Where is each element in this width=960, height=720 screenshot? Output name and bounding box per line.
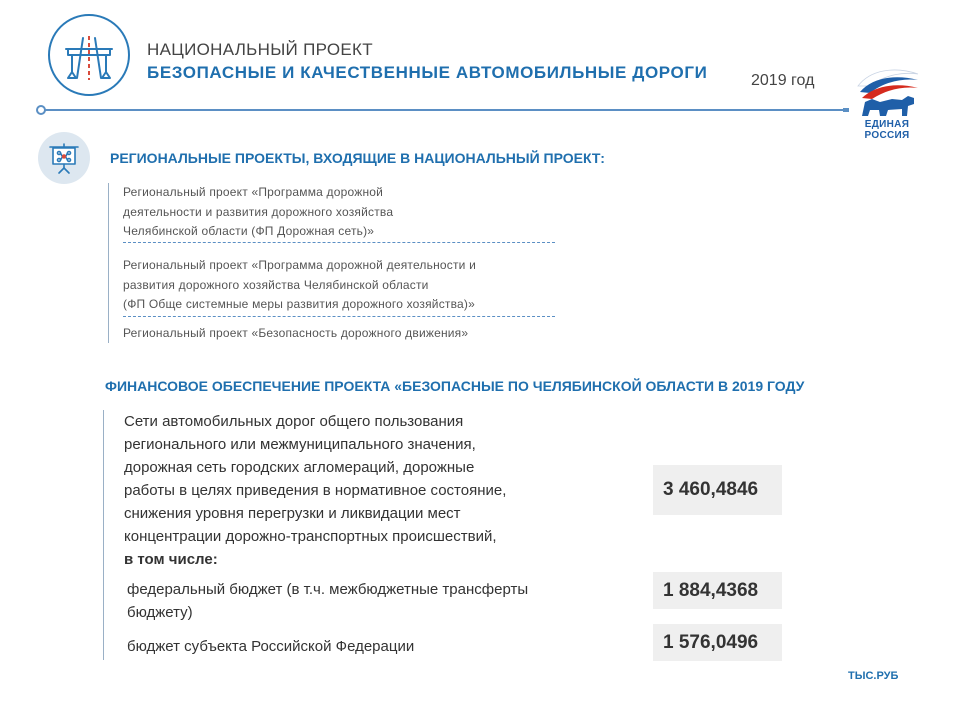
project-line: (ФП Обще системные меры развития дорожного хозяйства)» [123, 297, 475, 311]
item-divider [123, 242, 555, 243]
finance-row-federal [127, 578, 528, 624]
finance-line: Сети автомобильных дорог общего пользования [124, 413, 464, 430]
project-line: Челябинской области (ФП Дорожная сеть)» [123, 224, 375, 238]
finance-line: концентрации дорожно-транспортных происшествий, [124, 528, 497, 545]
presentation-board-icon [38, 132, 90, 184]
project-line: Региональный проект «Программа дорожной [123, 185, 384, 199]
finance-value-total: 3 460,4846 [653, 465, 782, 515]
regional-projects-bar [108, 183, 109, 343]
units-label: ТЫС.РУБ [848, 670, 899, 682]
finance-heading: ФИНАНСОВОЕ ОБЕСПЕЧЕНИЕ ПРОЕКТА «БЕЗОПАСНЫЕ ПО ЧЕЛЯБИНСКОЙ ОБЛАСТИ В 2019 ГОДУ [105, 378, 805, 394]
page-title-line2: БЕЗОПАСНЫЕ И КАЧЕСТВЕННЫЕ АВТОМОБИЛЬНЫЕ ДОРОГИ [147, 63, 708, 82]
road-highway-icon [48, 14, 130, 96]
finance-line: бюджету) [127, 604, 193, 621]
regional-project-item [123, 256, 476, 315]
finance-line-including: в том числе: [124, 551, 218, 568]
finance-value-federal: 1 884,4368 [653, 572, 782, 609]
regional-project-item [123, 183, 393, 242]
project-line: Региональный проект «Безопасность дорожного движения» [123, 326, 469, 340]
project-line: деятельности и развития дорожного хозяйства [123, 204, 394, 219]
finance-bar [103, 410, 104, 660]
finance-value-regional: 1 576,0496 [653, 624, 782, 661]
page-title-line1: НАЦИОНАЛЬНЫЙ ПРОЕКТ [147, 40, 373, 59]
logo-lettering-line1: ЕДИНАЯ [864, 119, 910, 130]
finance-line: работы в целях приведения в нормативное состояние, [124, 482, 507, 499]
logo-lettering-line2: РОССИЯ [864, 130, 910, 141]
header-divider-end [843, 108, 849, 112]
year-label: 2019 год [751, 72, 815, 89]
item-divider [123, 316, 555, 317]
project-line: развития дорожного хозяйства Челябинской области [123, 277, 429, 292]
header-divider [44, 109, 844, 111]
finance-line: бюджет субъекта Российской Федерации [127, 638, 415, 655]
finance-row-regional [127, 635, 414, 658]
bear-flag-logo [852, 66, 922, 142]
project-line: Региональный проект «Программа дорожной деятельности и [123, 258, 477, 272]
regional-projects-heading: РЕГИОНАЛЬНЫЕ ПРОЕКТЫ, ВХОДЯЩИЕ В НАЦИОНАЛЬНЫЙ ПРОЕКТ: [110, 150, 605, 166]
finance-line: регионального или межмуниципального значения, [124, 436, 476, 453]
finance-line: федеральный бюджет (в т.ч. межбюджетные трансферты [127, 581, 529, 598]
finance-line: дорожная сеть городских агломераций, дорожные [124, 459, 475, 476]
regional-project-item [123, 324, 468, 344]
finance-line: снижения уровня перегрузки и ликвидации мест [124, 505, 461, 522]
finance-row-total [124, 410, 506, 571]
